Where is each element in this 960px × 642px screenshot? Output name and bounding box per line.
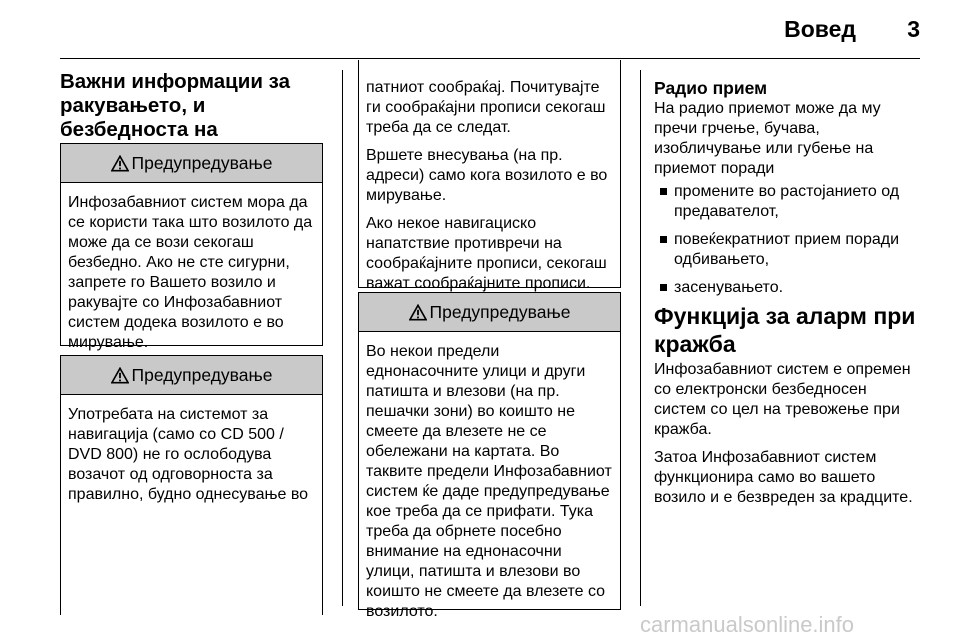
- warning-triangle-icon: [409, 304, 427, 321]
- column-divider-left: [342, 70, 343, 606]
- bullet-square-icon: [660, 284, 667, 291]
- warning-box-header: [61, 144, 322, 183]
- warning-title: Предупредување: [131, 364, 273, 385]
- page-number: 3: [907, 16, 920, 42]
- paragraph: Вршете внесувања (на пр. адреси) само кога возилото е во мирување.: [366, 147, 608, 204]
- warning-text: Инфозабавниот систем мора да се користи така што возилото да може да се вози секогаш безбедно. Ако не сте сигурни, запрете го Вашето возило и ракувајте со Инфозабавниот систем додека возилото е во мирување.: [68, 194, 313, 351]
- paragraph: патниот сообраќај. Почитувајте ги сообраќајни прописи секогаш треба да се следат.: [366, 79, 606, 136]
- radio-reception-heading: Радио прием: [654, 78, 768, 98]
- continued-warning-box: [358, 60, 621, 292]
- header-rule: [60, 58, 920, 59]
- warning-box-header: [359, 293, 620, 332]
- paragraph: Ако некое навигациско напатствие противречи на сообраќајните прописи, секогаш важат сообраќајните прописи.: [366, 215, 607, 292]
- bullet-square-icon: [660, 236, 667, 243]
- alarm-text: [654, 360, 920, 516]
- paragraph: Инфозабавниот систем е опремен со електронски безбедносен систем со цел на тревожење при кражба.: [654, 361, 911, 438]
- warning-box-3: [358, 292, 621, 620]
- warning-box-1: [60, 143, 323, 351]
- list-item-text: засенувањето.: [674, 279, 784, 296]
- page-header-title: Вовед: [784, 16, 856, 42]
- list-item: [654, 278, 920, 298]
- section-heading: Важни информации за ракувањето, и безбедноста на: [60, 70, 290, 141]
- warning-triangle-icon: [111, 155, 129, 172]
- list-item: [654, 182, 920, 222]
- list-item-text: повеќекратниот прием поради одбивањето,: [674, 231, 900, 268]
- warning-text: Во некои предели еднонасочните улици и други патишта и влезови (на пр. пешачки зони) во коишто не смеете да влезете не се обележани на картата. Во таквите предели Инфозабавниот систем ќе даде предупредување кое треба да се прифати. Тука треба да обрнете посебно внимание на еднонасочни улици, патишта и влезови во коишто не смеете да влезете со возилото.: [366, 343, 612, 620]
- warning-box-2: [60, 355, 323, 615]
- alarm-heading: Функција за аларм при кражба: [654, 303, 916, 357]
- list-item: [654, 230, 920, 270]
- continued-warning-text: [366, 78, 616, 302]
- watermark: carmanualsonline.info: [640, 612, 855, 637]
- warning-title: Предупредување: [429, 301, 571, 322]
- column-divider-right: [640, 70, 641, 606]
- warning-text: Употребата на системот за навигација (само со CD 500 / DVD 800) не го ослободува возачот од одговорноста за правилно, будно однесување во: [68, 406, 309, 503]
- warning-box-header: [61, 356, 322, 395]
- list-item-text: промените во растојанието од предавателот,: [674, 183, 900, 220]
- bullet-list: [654, 182, 920, 306]
- bullet-square-icon: [660, 188, 667, 195]
- radio-reception-intro: На радио приемот може да му пречи грчење, бучава, изобличување или губење на приемот поради: [654, 100, 881, 177]
- warning-triangle-icon: [111, 367, 129, 384]
- paragraph: Затоа Инфозабавниот систем функционира само во вашето возило и е безвреден за крадците.: [654, 449, 913, 506]
- warning-title: Предупредување: [131, 152, 273, 173]
